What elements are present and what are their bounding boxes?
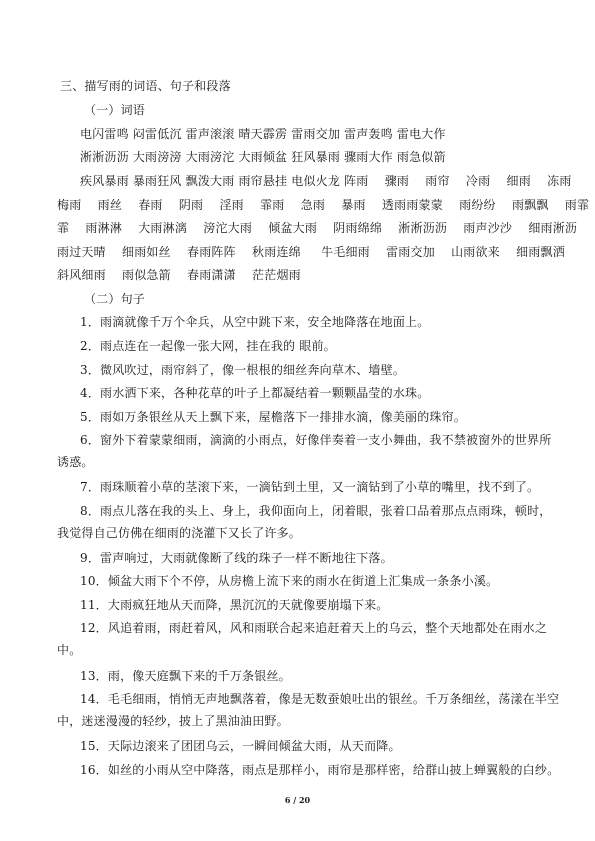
words-line: 电闪雷鸣 闷雷低沉 雷声滚滚 晴天霹雳 雷雨交加 雷声轰鸣 雷电大作 (80, 127, 446, 141)
sentence-item: 16．如丝的小雨从空中降落，雨点是那样小，雨帘是那样密，给群山披上蝉翼般的白纱。 (80, 763, 560, 777)
sentence-item: 14．毛毛细雨，悄悄无声地飘落着，像是无数蚕娘吐出的银丝。千万条细丝，荡漾在半空中，迷迷漫漫的轻纱，披上了黑油油田野。 (57, 692, 560, 728)
section-heading: 三、描写雨的词语、句子和段落 (60, 79, 231, 93)
words-line: 斜风细雨 雨似急箭 春雨潇潇 茫茫烟雨 (57, 268, 301, 282)
words-line: 霏 雨淋淋 大雨淋漓 滂沱大雨 倾盆大雨 阴雨绵绵 淅淅沥沥 雨声沙沙 细雨淅沥 (57, 221, 578, 235)
words-subheading: （一）词语 (84, 103, 146, 117)
sentence-item: 1．雨滴就像千万个伞兵，从空中跳下来，安全地降落在地面上。 (80, 315, 430, 329)
sentence-item: 10．倾盆大雨下个不停，从房檐上流下来的雨水在街道上汇集成一条条小溪。 (80, 574, 499, 588)
sentence-item: 11．大雨疯狂地从天而降，黑沉沉的天就像要崩塌下来。 (80, 598, 389, 612)
sentences-subheading: （二）句子 (84, 292, 146, 306)
sentence-item: 2．雨点连在一起像一张大网，挂在我的 眼前。 (80, 339, 336, 353)
sentence-item: 13．雨，像天庭飘下来的千万条银丝。 (80, 669, 291, 683)
sentence-item: 6．窗外下着蒙蒙细雨，滴滴的小雨点，好像伴奏着一支小舞曲，我不禁被窗外的世界所诱惑。 (57, 433, 552, 469)
sentence-item: 15．天际边滚来了团团乌云，一瞬间倾盆大雨，从天而降。 (80, 739, 401, 753)
sentence-item: 4．雨水洒下来，各种花草的叶子上都凝结着一颗颗晶莹的水珠。 (80, 386, 430, 400)
words-line: 雨过天晴 细雨如丝 春雨阵阵 秋雨连绵 牛毛细雨 雷雨交加 山雨欲来 细雨飘洒 (57, 245, 565, 259)
sentence-item: 5．雨如万条银丝从天上飘下来，屋檐落下一排排水滴，像美丽的珠帘。 (80, 410, 467, 424)
words-line: 梅雨 雨丝 春雨 阴雨 淫雨 霏雨 急雨 暴雨 透雨雨蒙蒙 雨纷纷 雨飘飘 雨霏 (57, 198, 590, 212)
sentence-item: 8．雨点儿落在我的头上、身上，我仰面向上，闭着眼，张着口品着那点点雨珠，顿时，我觉得自己仿佛在细雨的浇灌下又长了许多。 (57, 504, 552, 540)
sentence-item: 12．风追着雨，雨赶着风，风和雨联合起来追赶着天上的乌云，整个天地都处在雨水之中。 (57, 621, 548, 657)
page-number: 6 / 20 (284, 795, 311, 805)
words-line: 疾风暴雨 暴雨狂风 飘泼大雨 雨帘悬挂 电似火龙 阵雨 骤雨 雨帘 冷雨 细雨 冻雨 (80, 174, 572, 188)
sentence-item: 9．雷声响过，大雨就像断了线的珠子一样不断地往下落。 (80, 551, 393, 565)
words-line: 淅淅沥沥 大雨滂滂 大雨滂沱 大雨倾盆 狂风暴雨 骤雨大作 雨急似箭 (80, 150, 446, 164)
sentence-item: 3．微风吹过，雨帘斜了，像一根根的细丝奔向草木、墙壁。 (80, 363, 406, 377)
sentence-item: 7．雨珠顺着小草的茎滚下来，一滴钻到土里，又一滴钻到了小草的嘴里，找不到了。 (80, 480, 540, 494)
